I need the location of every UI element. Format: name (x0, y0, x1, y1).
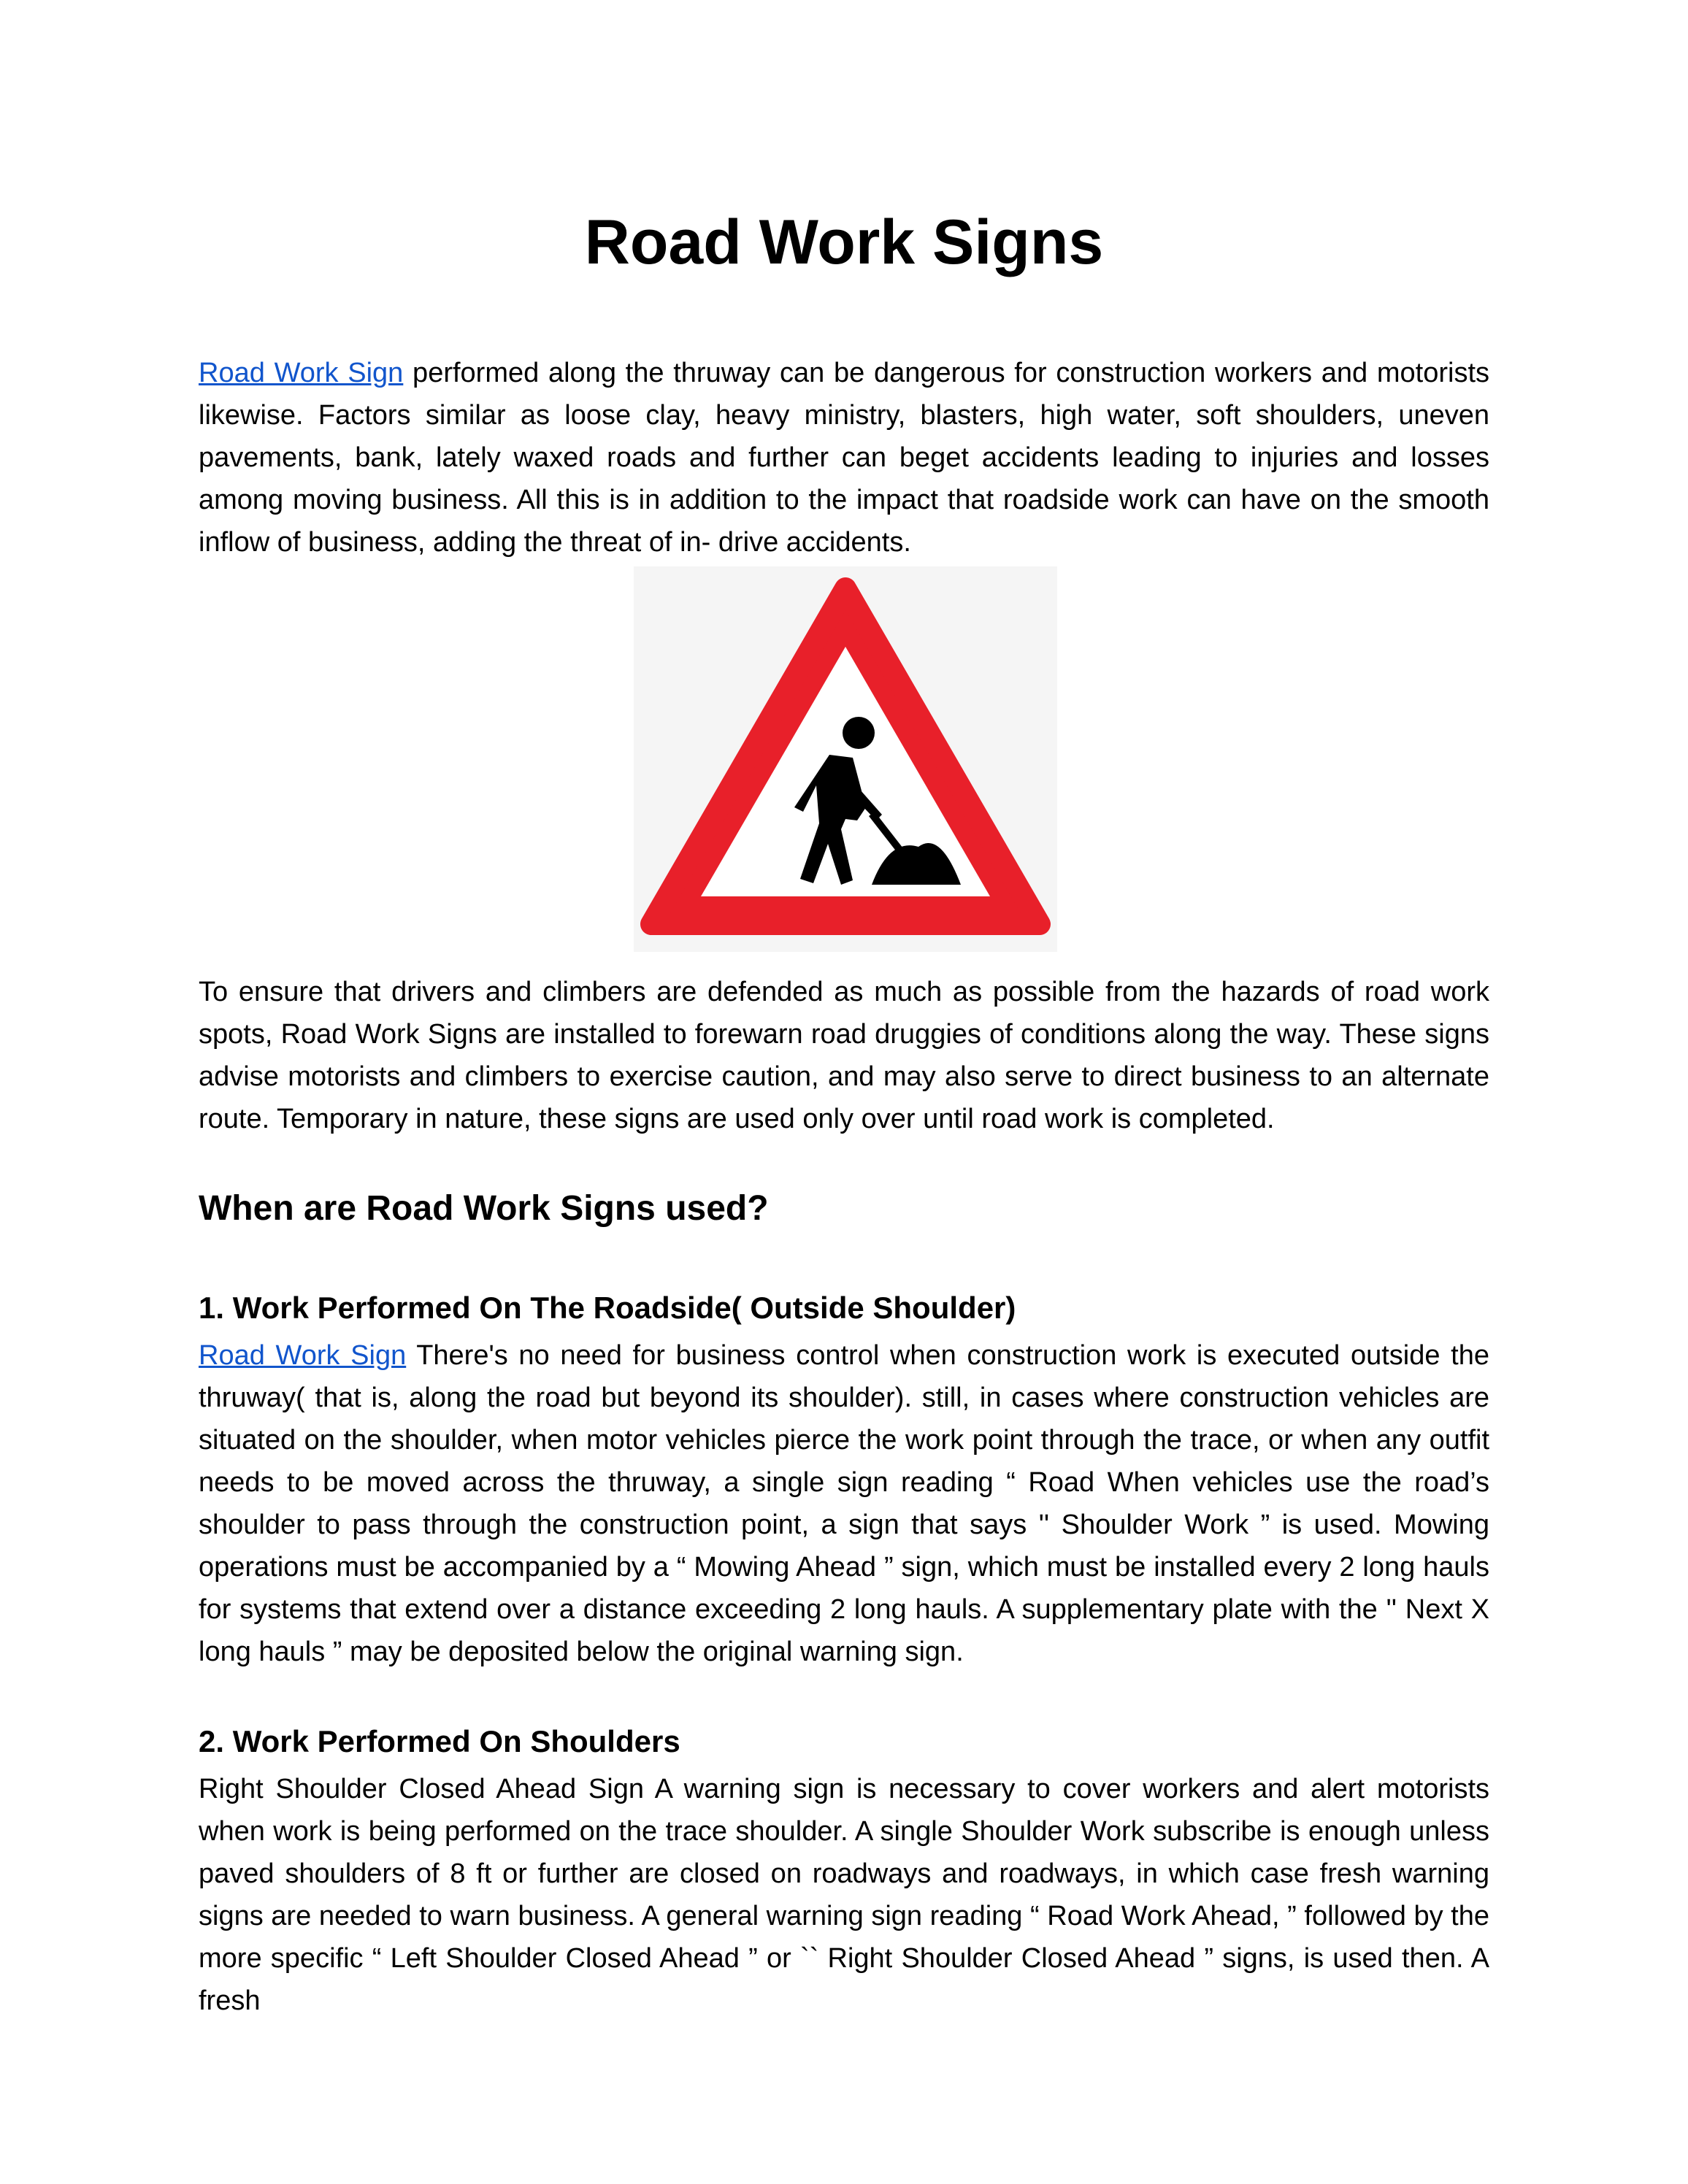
road-work-warning-sign-icon (634, 566, 1057, 952)
section1-paragraph (199, 1334, 1489, 1673)
section1-heading: 1. Work Performed On The Roadside( Outside Shoulder) (199, 1291, 1016, 1325)
intro-text: performed along the thruway can be dangerous for construction workers and motorists likewise. Factors similar as loose clay, heavy ministry, blasters, high water, soft shoulders, uneven pavements, bank, lately waxed roads and further can beget accidents leading to injuries and losses among moving business. All this is in addition to the impact that roadside work can have on the smooth inflow of business, adding the threat of in- drive accidents. (199, 358, 1489, 558)
section-heading: When are Road Work Signs used? (199, 1189, 769, 1228)
road-work-sign-link[interactable]: Road Work Sign (199, 358, 404, 388)
section2-paragraph: Right Shoulder Closed Ahead Sign A warning sign is necessary to cover workers and alert motorists when work is being performed on the trace shoulder. A single Shoulder Work subscribe is enough unless paved shoulders of 8 ft or further are closed on roadways and roadways, in which case fresh warning signs are needed to warn business. A general warning sign reading “ Road Work Ahead, ” followed by the more specific “ Left Shoulder Closed Ahead ” or `` Right Shoulder Closed Ahead ” signs, is used then. A fresh (199, 1774, 1489, 2016)
road-work-sign-image (634, 566, 1057, 952)
section2-heading: 2. Work Performed On Shoulders (199, 1724, 680, 1758)
page-title: Road Work Signs (584, 207, 1104, 277)
section1-text: There's no need for business control when construction work is executed outside the thruway( that is, along the road but beyond its shoulder). still, in cases where construction vehicles are situated on the shoulder, when motor vehicles pierce the work point through the trace, or when any outfit needs to be moved across the thruway, a single sign reading “ Road When vehicles use the road’s shoulder to pass through the construction point, a sign that says '' Shoulder Work ” is used. Mowing operations must be accompanied by a “ Mowing Ahead ” sign, which must be installed every 2 long hauls for systems that extend over a distance exceeding 2 long hauls. A supplementary plate with the '' Next X long hauls ” may be deposited below the original warning sign. (199, 1340, 1489, 1667)
hazards-paragraph: To ensure that drivers and climbers are defended as much as possible from the hazards of road work spots, Road Work Signs are installed to forewarn road druggies of conditions along the way. These signs advise motorists and climbers to exercise caution, and may also serve to direct business to an alternate route. Temporary in nature, these signs are used only over until road work is completed. (199, 977, 1489, 1134)
intro-paragraph (199, 352, 1489, 564)
road-work-sign-link-2[interactable]: Road Work Sign (199, 1340, 407, 1371)
